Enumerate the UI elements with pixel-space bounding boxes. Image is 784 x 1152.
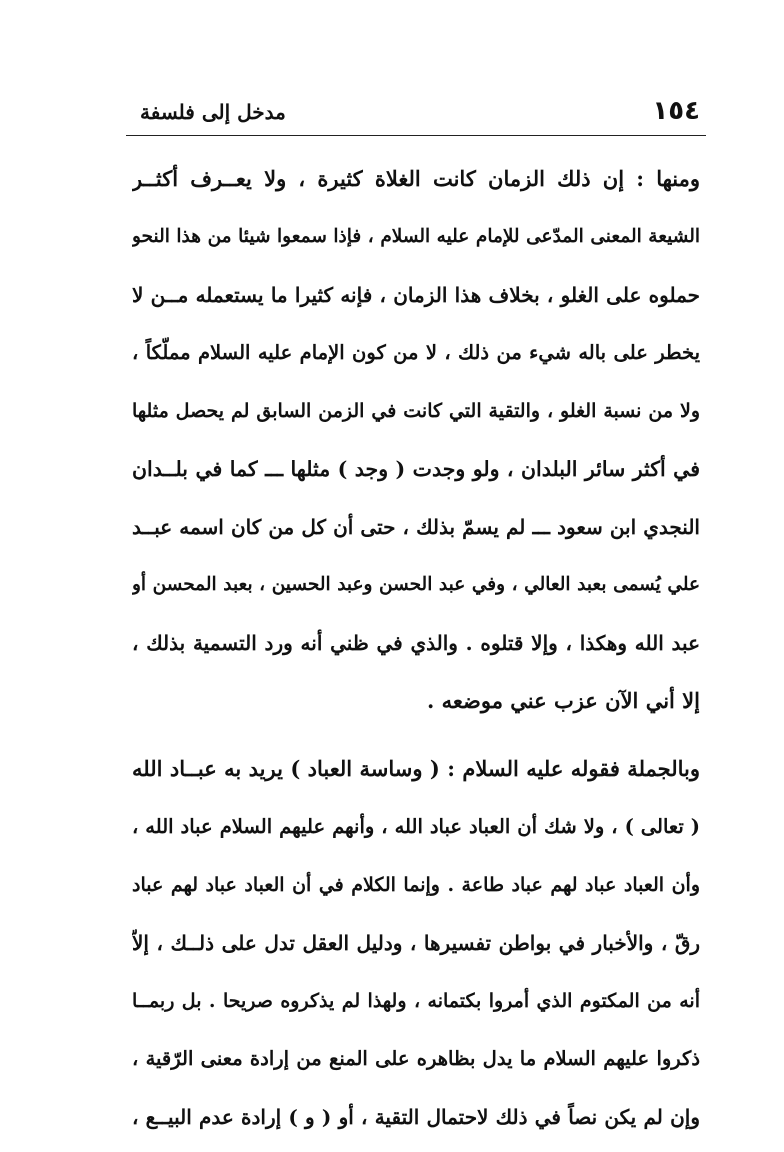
text-line: عبد الله وهكذا ، وإلا قتلوه . والذي في ظني أنه ورد التسمية بذلك ، — [132, 631, 700, 655]
text-line: ولا من نسبة الغلو ، والتقية التي كانت في الزمن السابق لم يحصل مثلها — [132, 400, 700, 422]
text-line: وبالجملة فقوله عليه السلام : ( وساسة العباد ) يريد به عبــاد الله — [132, 756, 700, 781]
page-header — [140, 94, 700, 134]
text-line: إلا أني الآن عزب عني موضعه . — [427, 688, 700, 713]
page-number: ١٥٤ — [652, 96, 700, 126]
paragraph-2 — [132, 740, 700, 1146]
text-line: أنه من المكتوم الذي أمروا بكتمانه ، ولهذا لم يذكروه صريحا . بل ربمــا — [132, 990, 700, 1012]
text-line: يخطر على باله شيء من ذلك ، لا من كون الإمام عليه السلام مملّكاً ، — [132, 341, 700, 364]
text-line: وأن العباد عباد لهم عباد طاعة . وإنما الكلام في أن العباد عباد لهم عباد — [132, 874, 700, 896]
header-divider — [126, 135, 706, 136]
paragraph-1 — [132, 150, 700, 730]
paragraph-gap — [132, 730, 700, 740]
text-line: النجدي ابن سعود ـــ لم يسمّ بذلك ، حتى أن كل من كان اسمه عبــد — [132, 515, 700, 539]
text-line: ومنها : إن ذلك الزمان كانت الغلاة كثيرة ، ولا يعــرف أكثــر — [132, 166, 700, 191]
text-line: ( تعالى ) ، ولا شك أن العباد عباد الله ، وأنهم عليهم السلام عباد الله ، — [132, 815, 700, 838]
text-line: حملوه على الغلو ، بخلاف هذا الزمان ، فإنه كثيرا ما يستعمله مــن لا — [132, 283, 700, 307]
text-line: رقّ ، والأخبار في بواطن تفسيرها ، ودليل العقل تدل على ذلــك ، إلاّ — [132, 931, 700, 955]
text-line: الشيعة المعنى المدّعى للإمام عليه السلام ، فإذا سمعوا شيئا من هذا النحو — [132, 226, 700, 247]
text-line: في أكثر سائر البلدان ، ولو وجدت ( وجد ) مثلها ـــ كما في بلــدان — [132, 457, 700, 481]
text-line: علي يُسمى بعبد العالي ، وفي عبد الحسن وعبد الحسين ، بعبد المحسن أو — [132, 574, 700, 595]
running-title: مدخل إلى فلسفة — [140, 100, 286, 124]
body-text — [132, 150, 700, 1146]
text-line: وإن لم يكن نصاً في ذلك لاحتمال التقية ، أو ( و ) إرادة عدم البيــع ، — [132, 1105, 700, 1129]
text-line: ذكروا عليهم السلام ما يدل بظاهره على المنع من إرادة معنى الرّقية ، — [132, 1047, 700, 1070]
